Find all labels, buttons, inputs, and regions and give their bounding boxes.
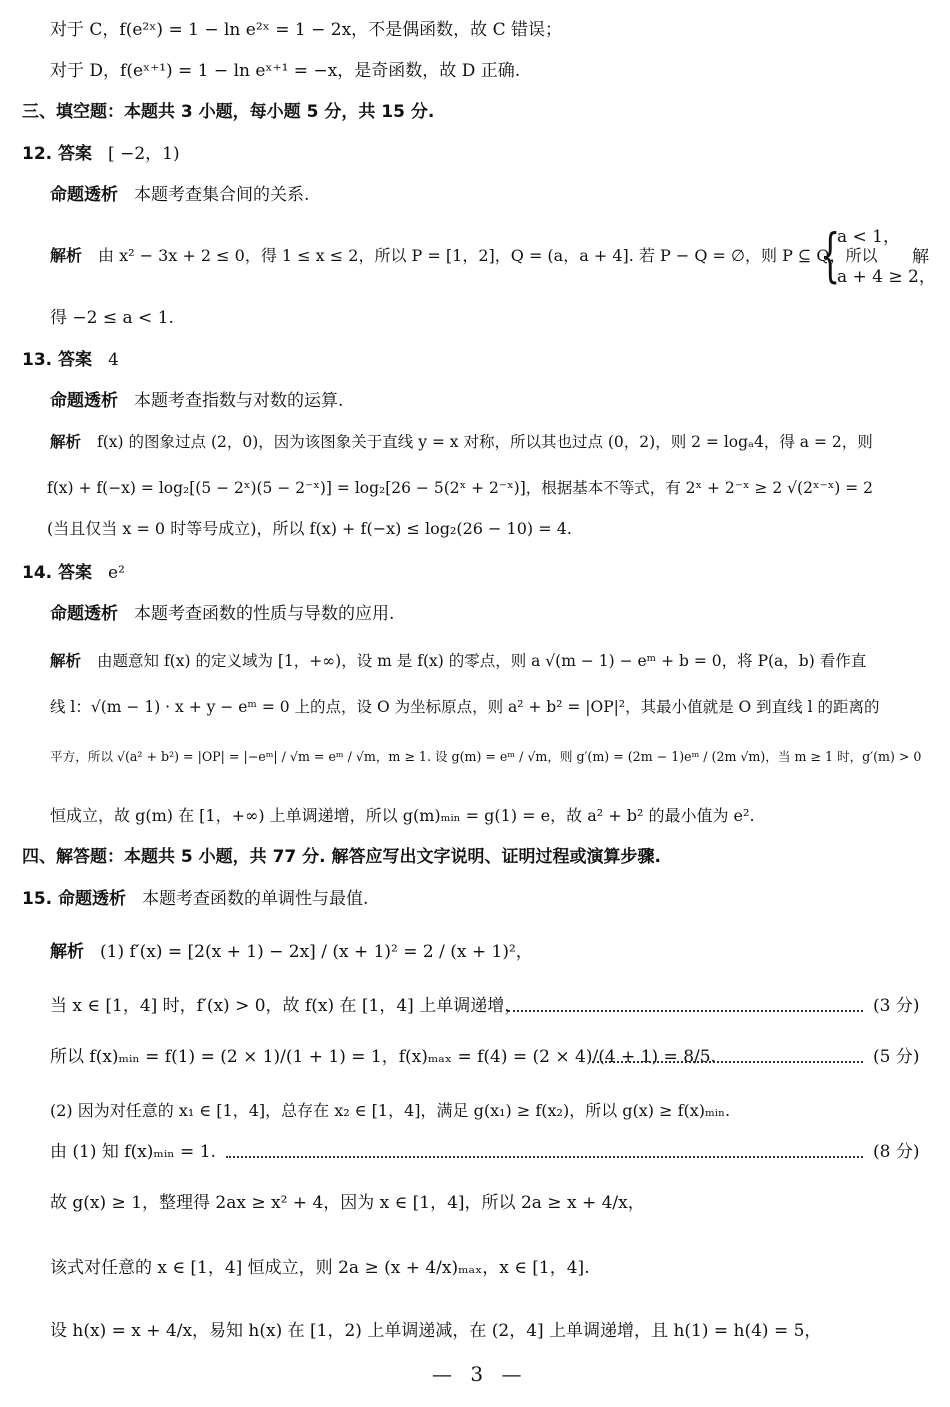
q14-analysis-row2: 线 l：√(m − 1) · x + y − eᵐ = 0 上的点，设 O 为坐标原点，则 a² + b² = |OP|²，其最小值就是 O 到直线 l 的距离的 — [50, 698, 880, 716]
q12-analysis-text: 由 x² − 3x + 2 ≤ 0，得 1 ≤ x ≤ 2，所以 P = [1，2]，Q = (a，a + 4]. 若 P − Q = ∅，则 P ⊆ Q，所以 — [98, 246, 878, 265]
q13-answer-row — [22, 349, 119, 371]
q12-analysis-row1 — [50, 245, 878, 267]
q15-step3: 所以 f(x)ₘᵢₙ = f(1) = (2 × 1)/(1 + 1) = 1，f(x)ₘₐₓ = f(4) = (2 × 4)/(4 + 1) = 8/5. — [50, 1047, 716, 1067]
q13-answer-label: 13. 答案 — [22, 350, 93, 370]
q15-step6: 故 g(x) ≥ 1，整理得 2ax ≥ x² + 4，因为 x ∈ [1，4]，所以 2a ≥ x + 4/x， — [50, 1193, 645, 1213]
left-brace-icon: { — [820, 221, 841, 289]
q12-intent-row — [50, 184, 309, 206]
q15-step5: 由 (1) 知 f(x)ₘᵢₙ = 1. — [50, 1142, 216, 1162]
q15-step5-leader — [226, 1156, 863, 1158]
q14-analysis-row3: 平方，所以 √(a² + b²) = |OP| = |−eᵐ| / √m = eᵐ / √m，m ≥ 1. 设 g(m) = eᵐ / √m，则 g′(m) = (2m − 1)eᵐ / (2m √m)，当 m ≥ 1 时，g′(m) > 0 — [50, 749, 922, 764]
q14-intent-label: 命题透析 — [50, 604, 118, 624]
q12-analysis-row2: 得 −2 ≤ a < 1. — [50, 308, 174, 328]
q13-intent-row — [50, 390, 343, 412]
option-d-line: 对于 D，f(eˣ⁺¹) = 1 − ln eˣ⁺¹ = −x，是奇函数，故 D 正确. — [50, 61, 521, 81]
q13-intent: 本题考查指数与对数的运算. — [134, 391, 344, 411]
q12-system-row2: a + 4 ≥ 2， — [837, 267, 936, 287]
q12-tail: 解 — [912, 247, 929, 267]
q15-intent: 本题考查函数的单调性与最值. — [142, 889, 369, 909]
page-number: — 3 — — [432, 1362, 528, 1386]
q15-step2: 当 x ∈ [1，4] 时，f′(x) > 0，故 f(x) 在 [1，4] 上单调递增， — [50, 996, 522, 1016]
q15-step3-leader — [592, 1061, 863, 1063]
q14-analysis-row1 — [50, 650, 866, 672]
q13-analysis-row1 — [50, 431, 873, 453]
q15-step4: (2) 因为对任意的 x₁ ∈ [1，4]，总存在 x₂ ∈ [1，4]，满足 g(x₁) ≥ f(x₂)，所以 g(x) ≥ f(x)ₘᵢₙ. — [50, 1101, 731, 1120]
q15-step7: 该式对任意的 x ∈ [1，4] 恒成立，则 2a ≥ (x + 4/x)ₘₐₓ，x ∈ [1，4]. — [50, 1258, 590, 1278]
section-3-heading: 三、填空题：本题共 3 小题，每小题 5 分，共 15 分. — [22, 102, 435, 122]
q15-step1-row — [50, 941, 533, 963]
option-c-line: 对于 C，f(e²ˣ) = 1 − ln e²ˣ = 1 − 2x，不是偶函数，故 C 错误； — [50, 20, 562, 40]
q15-intent-row — [22, 888, 368, 910]
q12-intent: 本题考查集合间的关系. — [134, 185, 310, 205]
q14-answer-row — [22, 562, 125, 584]
q15-step5-points: (8 分) — [873, 1142, 920, 1162]
q12-inequality-system — [820, 222, 945, 292]
q14-analysis-text1: 由题意知 f(x) 的定义域为 [1，+∞)，设 m 是 f(x) 的零点，则 a √(m − 1) − eᵐ + b = 0，将 P(a，b) 看作直 — [97, 652, 867, 670]
q12-answer-label: 12. 答案 — [22, 144, 93, 164]
q14-analysis-label: 解析 — [50, 652, 82, 670]
q12-analysis-label: 解析 — [50, 246, 83, 265]
q13-answer: 4 — [108, 350, 119, 370]
q13-analysis-text1: f(x) 的图象过点 (2，0)，因为该图象关于直线 y = x 对称，所以其也过点 (0，2)，则 2 = logₐ4，得 a = 2，则 — [97, 433, 873, 451]
q12-answer-row — [22, 143, 180, 165]
q12-intent-label: 命题透析 — [50, 185, 118, 205]
q12-system-row1: a < 1， — [837, 227, 901, 247]
q13-analysis-row2: f(x) + f(−x) = log₂[(5 − 2ˣ)(5 − 2⁻ˣ)] = log₂[26 − 5(2ˣ + 2⁻ˣ)]，根据基本不等式，有 2ˣ + 2⁻ˣ ≥ 2 √(2ˣ⁻ˣ) = 2 — [47, 479, 874, 497]
q13-analysis-label: 解析 — [50, 433, 82, 451]
q15-analysis-label: 解析 — [50, 942, 84, 962]
q14-intent: 本题考查函数的性质与导数的应用. — [134, 604, 395, 624]
q14-analysis-row4: 恒成立，故 g(m) 在 [1，+∞) 上单调递增，所以 g(m)ₘᵢₙ = g(1) = e，故 a² + b² 的最小值为 e². — [50, 806, 755, 825]
q14-answer-label: 14. 答案 — [22, 563, 93, 583]
q12-answer: [ −2，1) — [108, 144, 180, 164]
q13-analysis-row3: (当且仅当 x = 0 时等号成立)，所以 f(x) + f(−x) ≤ log₂(26 − 10) = 4. — [47, 519, 572, 538]
q14-answer: e² — [108, 563, 125, 583]
q15-step1: (1) f′(x) = [2(x + 1) − 2x] / (x + 1)² = 2 / (x + 1)²， — [100, 942, 533, 962]
q15-step8: 设 h(x) = x + 4/x，易知 h(x) 在 [1，2) 上单调递减，在 (2，4] 上单调递增，且 h(1) = h(4) = 5， — [50, 1321, 822, 1341]
q15-label: 15. 命题透析 — [22, 889, 127, 909]
q15-step2-points: (3 分) — [873, 996, 920, 1016]
q15-step2-leader — [508, 1010, 863, 1012]
q15-step3-points: (5 分) — [873, 1047, 920, 1067]
q13-intent-label: 命题透析 — [50, 391, 118, 411]
q14-intent-row — [50, 603, 394, 625]
section-4-heading: 四、解答题：本题共 5 小题，共 77 分. 解答应写出文字说明、证明过程或演算步骤. — [22, 847, 661, 867]
